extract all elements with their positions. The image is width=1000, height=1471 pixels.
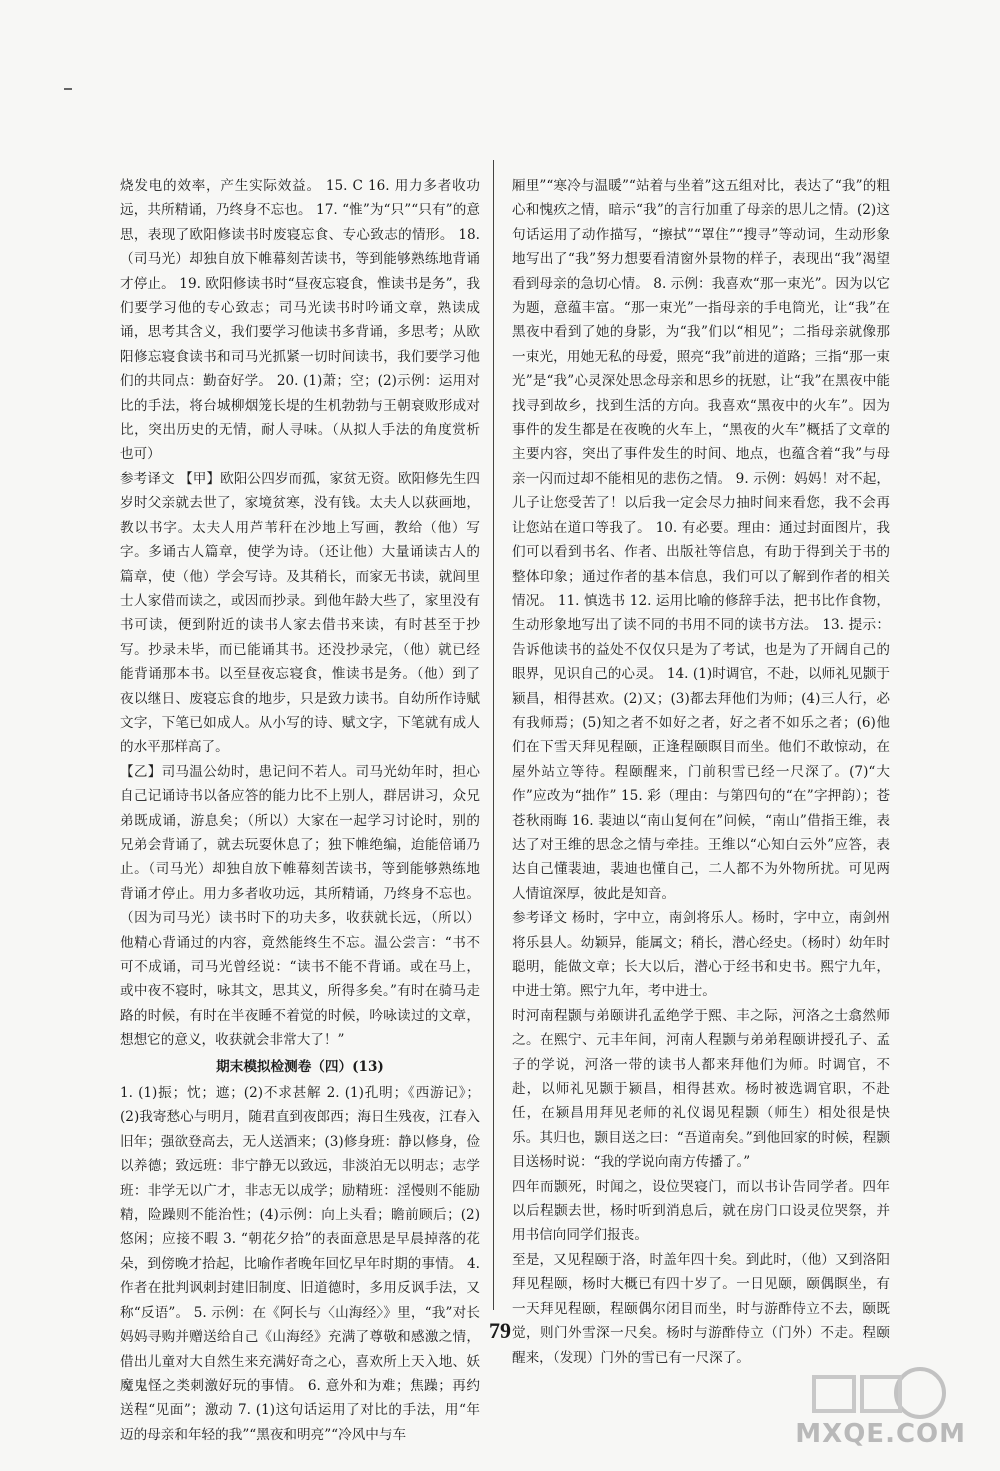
watermark-url: MXQE.COM xyxy=(795,1419,966,1449)
right-column xyxy=(512,174,890,1370)
right-paragraph-3: 时河南程颢与弟颐讲孔孟绝学于熙、丰之际，河洛之士翕然师之。在熙宁、元丰年间，河南人程颢与弟弟程颐讲授孔子、孟子的学说，河洛一带的读书人都来拜他们为师。时调官，不赴，以师礼见颢于颍昌，相得甚欢。杨时被选调官职，不赴任，在颍昌用拜见老师的礼仪谒见程颢（师生）相处很是快乐。其归也，颢目送之曰：“吾道南矣。”到他回家的时候，程颢目送杨时说：“我的学说向南方传播了。” xyxy=(512,1007,890,1171)
left-paragraph-2: 参考译文 【甲】欧阳公四岁而孤，家贫无资。欧阳修先生四岁时父亲就去世了，家境贫寒，没有钱。太夫人以荻画地，教以书字。太夫人用芦苇秆在沙地上写画，教给（他）写字。多诵古人篇章，使学为诗。（还让他）大量诵读古人的篇章，使（他）学会写诗。及其稍长，而家无书读，就闾里士人家借而读之，或因而抄录。到他年龄大些了，家里没有书可读，便到附近的读书人家去借书来读，有时甚至于抄写。抄录未毕，而已能诵其书。还没抄录完，（他）就已经能背诵那本书。以至昼夜忘寝食，惟读书是务。（他）到了夜以继日、废寝忘食的地步，只是致力读书。自幼所作诗赋文字，下笔已如成人。从小写的诗、赋文字，下笔就有成人的水平那样高了。 xyxy=(120,470,480,756)
left-column xyxy=(120,174,480,1447)
left-paragraph-4: 1. (1)振；忱；遮；(2)不求甚解 2. (1)孔明；《西游记》；(2)我寄愁心与明月，随君直到夜郎西；海日生残夜，江春入旧年；强欲登高去，无人送酒来；(3)修身班：静以修身，俭以养德；致远班：非宁静无以致远，非淡泊无以明志；志学班：非学无以广才，非志无以成学；励精班：淫慢则不能励精，险躁则不能治性；(4)示例：向上头看；瞻前顾后；(2)悠闲；应接不暇 3. “朝花夕拾”的表面意思是早晨掉落的花朵，到傍晚才拾起，比喻作者晚年回忆早年时期的事情。 4. 作者在批判讽刺封建旧制度、旧道德时，多用反讽手法，又称“反语”。 5. 示例：在《阿长与〈山海经〉》里，“我”对长妈妈寻购并赠送给自己《山海经》充满了尊敬和感激之情，借出儿童对大自然生来充满好奇之心，喜欢所上天入地、妖魔鬼怪之类刺激好玩的事情。 6. 意外和为难；焦躁；再约送程“见面”；激动 7. (1)这句话运用了对比的手法，用“年迈的母亲和年轻的我”“黑夜和明亮”“冷风中与车 xyxy=(120,1085,480,1443)
right-paragraph-2: 参考译文 杨时，字中立，南剑将乐人。杨时，字中立，南剑州将乐县人。幼颖异，能属文；稍长，潜心经史。（杨时）幼年时聪明，能做文章；长大以后，潜心于经书和史书。熙宁九年，中进士第。熙宁九年，考中进士。 xyxy=(512,910,890,1000)
left-paragraph-3: 【乙】司马温公幼时，患记问不若人。司马光幼年时，担心自己记诵诗书以备应答的能力比不上别人，群居讲习，众兄弟既成诵，游息矣；（所以）大家在一起学习讨论时，别的兄弟会背诵了，就去玩耍休息了；独下帷绝编，迨能倍诵乃止。（司马光）却独自放下帷幕刻苦读书，等到能够熟练地背诵才停止。用力多者收功远，其所精诵，乃终身不忘也。（因为司马光）读书时下的功夫多，收获就长远，（所以）他精心背诵过的内容，竟然能终生不忘。温公尝言：“书不可不成诵，司马光曾经说：“读书不能不背诵。或在马上，或中夜不寝时，咏其文，思其义，所得多矣。”有时在骑马走路的时候，有时在半夜睡不着觉的时候，吟咏读过的文章，想想它的意义，收获就会非常大了！” xyxy=(120,763,480,1049)
right-paragraph-1: 厢里”“寒冷与温暖”“站着与坐着”这五组对比，表达了“我”的粗心和愧疚之情，暗示“我”的言行加重了母亲的思儿之情。(2)这句话运用了动作描写，“擦拭”“罩住”“搜寻”等动词，生动形象地写出了“我”努力想要看清窗外景物的样子，表现出“我”渴望看到母亲的急切心情。 8. 示例：我喜欢“那一束光”。因为以它为题，意蕴丰富。“那一束光”一指母亲的手电筒光，让“我”在黑夜中看到了她的身影，为“我”们以“相见”；二指母亲就像那一束光，用她无私的母爱，照亮“我”前进的道路；三指“那一束光”是“我”心灵深处思念母亲和思乡的抚慰，让“我”在黑夜中能找寻到故乡，找到生活的方向。我喜欢“黑夜中的火车”。因为事件的发生都是在夜晚的火车上，“黑夜的火车”概括了文章的主要内容，突出了事件发生的时间、地点，也蕴含着“我”与母亲一闪而过却不能相见的悲伤之情。 9. 示例：妈妈！对不起，儿子让您受苦了！以后我一定会尽力抽时间来看您，我不会再让您站在道口等我了。 10. 有必要。理由：通过封面图片，我们可以看到书名、作者、出版社等信息，有助于得到关于书的整体印象；通过作者的基本信息，我们可以了解到作者的相关情况。 11. 慎选书 12. 运用比喻的修辞手法，把书比作食物，生动形象地写出了读不同的书用不同的读书方法。 13. 提示：告诉他读书的益处不仅仅只是为了考试，也是为了开阔自己的眼界，见识自己的心灵。 14. (1)时调官，不赴，以师礼见颢于颍昌，相得甚欢。(2)又；(3)都去拜他们为师；(4)三人行，必有我师焉；(5)知之者不如好之者，好之者不如乐之者；(6)他们在下雪天拜见程颐，正逢程颐瞑目而坐。他们不敢惊动，在屋外站立等待。程颐醒来，门前积雪已经一尺深了。(7)“大作”应改为“拙作” 15. 彩（理由：与第四句的“在”字押韵）；苍苍秋雨晦 16. 裴迪以“南山复何在”问候，“南山”借指王维，表达了对王维的思念之情与牵挂。王维以“心知白云外”应答，表达自己懂裴迪，裴迪也懂自己，二人都不为外物所扰。可见两人情谊深厚，彼此是知音。 xyxy=(512,178,890,902)
column-divider xyxy=(493,160,494,1310)
exam-heading: 期末模拟检测卷（四）(13) xyxy=(216,1058,384,1075)
right-paragraph-4: 四年而颢死，时闻之，设位哭寝门，而以书讣告同学者。四年以后程颢去世，杨时听到消息后，就在房门口设灵位哭祭，并用书信向同学们报丧。 xyxy=(512,1178,890,1244)
scan-speck xyxy=(64,88,72,90)
left-paragraph-1: 烧发电的效率，产生实际效益。 15. C 16. 用力多者收功远，共所精诵，乃终身不忘也。 17. “惟”为“只”“只有”的意思，表现了欧阳修读书时废寝忘食、专心致志的情形。 18.（司马光）却独自放下帷幕刻苦读书，等到能够熟练地背诵才停止。 19. 欧阳修读书时“昼夜忘寝食，惟读书是务”，我们要学习他的专心致志；司马光读书时吟诵文章，熟读成诵，思考其含义，我们要学习他读书多背诵，多思考；从欧阳修忘寝食读书和司马光抓紧一切时间读书，我们要学习他们的共同点：勤奋好学。 20. (1)萧；空；(2)示例：运用对比的手法，将台城柳烟笼长堤的生机勃勃与王朝衰败形成对比，突出历史的无情，耐人寻味。（从拟人手法的角度赏析也可） xyxy=(120,178,480,463)
right-paragraph-5: 至是，又见程颐于洛，时盖年四十矣。到此时，（他）又到洛阳拜见程颐，杨时大概已有四十岁了。一日见颐，颐偶瞑坐，有一天拜见程颐，程颐偶尔闭目而坐，时与游酢侍立不去，颐既觉，则门外雪深一尺矣。杨时与游酢侍立（门外）不走。程颐醒来，（发现）门外的雪已有一尺深了。 xyxy=(512,1251,890,1366)
page-number: 79 xyxy=(489,1318,511,1343)
